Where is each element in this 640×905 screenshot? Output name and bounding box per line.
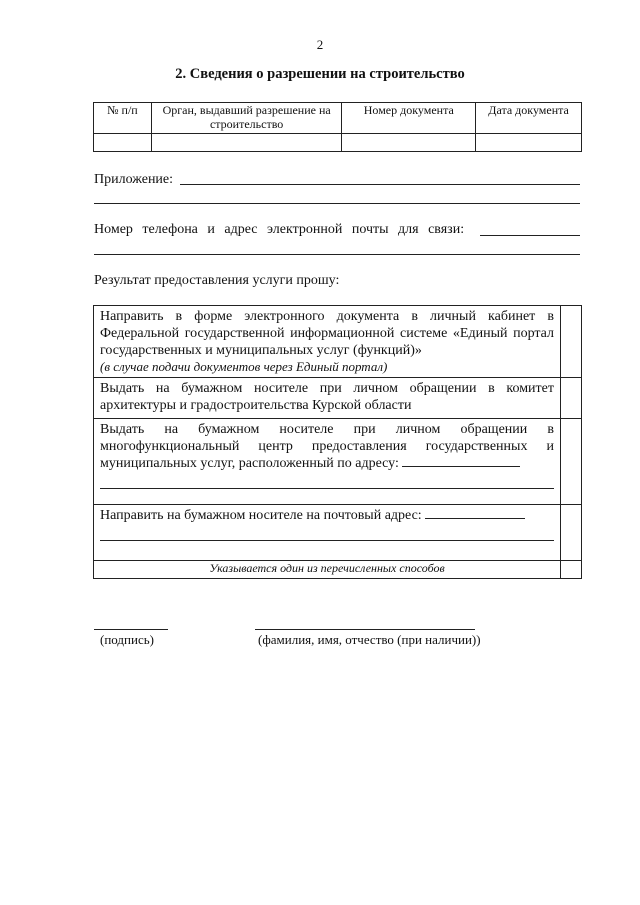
delivery-option-committee-text: Выдать на бумажном носителе при личном обращении в комитет архитектуры и градостроительства Курской области xyxy=(100,381,554,413)
delivery-option-electronic-note: (в случае подачи документов через Единый портал) xyxy=(100,359,388,374)
section-title: 2. Сведения о разрешении на строительство xyxy=(175,66,465,82)
attachments-label: Приложение: xyxy=(94,172,174,187)
signature-line[interactable] xyxy=(94,629,168,630)
delivery-option-row xyxy=(94,505,582,561)
delivery-option-electronic-text: Направить в форме электронного документа в личный кабинет в Федеральной государственной информационной системе «Единый портал государственных и муниципальных услуг (функций)» xyxy=(100,309,554,358)
permit-cell-authority[interactable] xyxy=(151,134,342,152)
delivery-option-committee-checkbox[interactable] xyxy=(561,378,582,419)
mfc-address-field-inline[interactable] xyxy=(402,465,520,467)
delivery-options-footer: Указывается один из перечисленных способов xyxy=(94,561,561,579)
permit-header-authority: Орган, выдавший разрешение на строительство xyxy=(151,103,342,134)
delivery-options-footer-blank xyxy=(561,561,582,579)
delivery-option-post-text: Направить на бумажном носителе на почтовый адрес: xyxy=(100,508,422,523)
permit-cell-document-date[interactable] xyxy=(476,134,582,152)
result-label: Результат предоставления услуги прошу: xyxy=(94,273,340,288)
delivery-option-mfc xyxy=(94,419,561,505)
contacts-field-line-2[interactable] xyxy=(94,254,580,255)
permit-cell-number[interactable] xyxy=(94,134,152,152)
contacts-field-line-1[interactable] xyxy=(480,235,580,236)
delivery-option-mfc-text: Выдать на бумажном носителе при личном обращении в многофункциональный центр предоставления государственных и муниципальных услуг, расположенный по адресу: xyxy=(100,422,554,471)
attachments-field-line-2[interactable] xyxy=(94,203,580,204)
delivery-option-mfc-checkbox[interactable] xyxy=(561,419,582,505)
permit-header-number: № п/п xyxy=(94,103,152,134)
delivery-option-row xyxy=(94,419,582,505)
attachments-field-line-1[interactable] xyxy=(180,184,580,185)
delivery-option-committee xyxy=(94,378,561,419)
delivery-option-electronic-checkbox[interactable] xyxy=(561,306,582,378)
delivery-option-electronic xyxy=(94,306,561,378)
page-number: 2 xyxy=(316,37,324,52)
post-address-field-line[interactable] xyxy=(100,524,554,541)
permit-table-header-row xyxy=(94,103,582,134)
full-name-caption: (фамилия, имя, отчество (при наличии)) xyxy=(258,632,481,647)
contacts-label: Номер телефона и адрес электронной почты для связи: xyxy=(94,222,465,237)
post-address-field-inline[interactable] xyxy=(425,517,525,519)
delivery-options-table xyxy=(93,305,582,579)
delivery-option-post xyxy=(94,505,561,561)
delivery-option-row xyxy=(94,378,582,419)
delivery-option-post-checkbox[interactable] xyxy=(561,505,582,561)
permit-table-row xyxy=(94,134,582,152)
permit-table xyxy=(93,102,582,152)
signature-caption: (подпись) xyxy=(100,632,154,647)
permit-cell-document-number[interactable] xyxy=(342,134,476,152)
delivery-option-row xyxy=(94,306,582,378)
permit-header-document-date: Дата документа xyxy=(476,103,582,134)
full-name-line[interactable] xyxy=(255,629,475,630)
permit-header-document-number: Номер документа xyxy=(342,103,476,134)
delivery-options-footer-row xyxy=(94,561,582,579)
mfc-address-field-line[interactable] xyxy=(100,472,554,489)
